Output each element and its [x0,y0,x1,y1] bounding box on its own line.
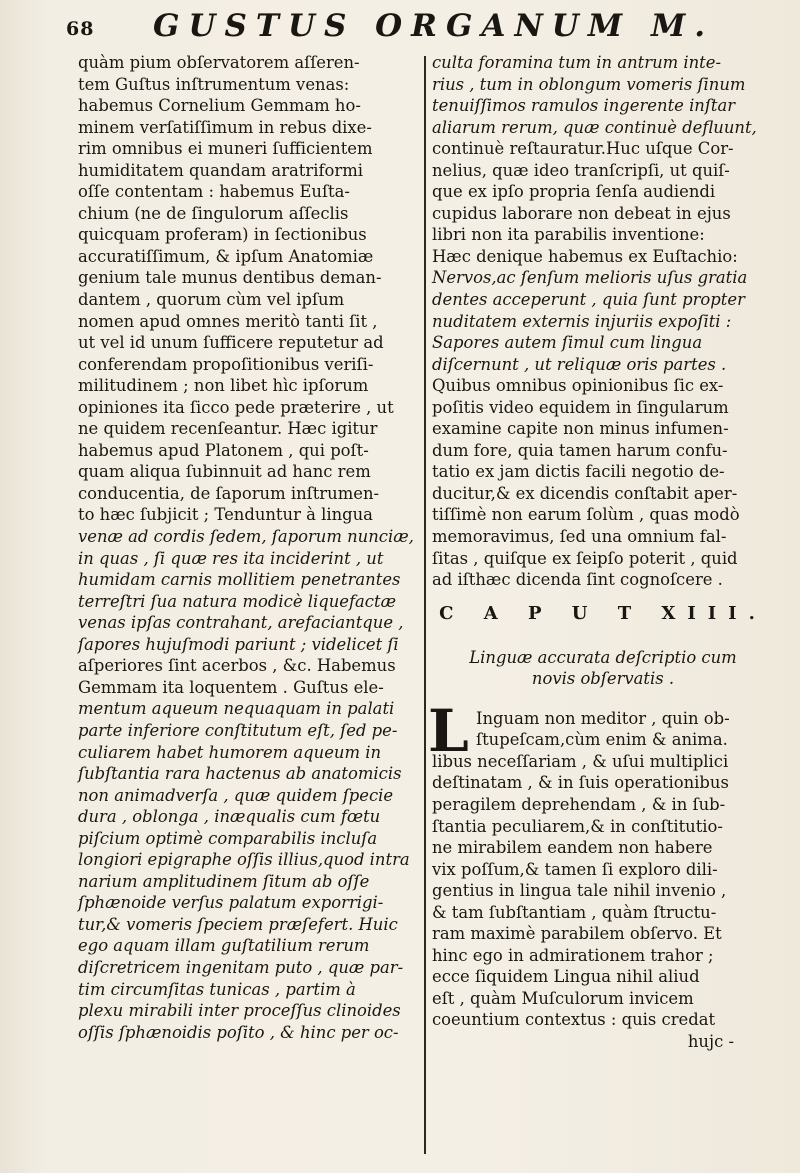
chapter-heading: C A P U T XIII. [439,602,767,624]
text-line: tenuiſſimos ramulos ingerente inſtar [432,96,736,116]
text-line: ſtantia peculiarem,& in conſtitutio- [432,816,723,836]
text-line: venæ ad cordis ſedem, ſaporum nunciæ, [78,527,414,547]
text-line: tur,& vomeris ſpeciem præſefert. Huic [78,914,398,934]
spacer [432,629,774,647]
chapter-subtitle-line2: novis obſervatis . [531,669,675,689]
text-line: Gemmam ita loquentem . Guſtus ele- [78,677,384,697]
text-line: piſcium optimè comparabilis incluſa [78,828,378,848]
text-line: ut vel id unum ſufficere reputetur ad [78,333,384,353]
text-line: ego aquam illam guſtatilium rerum [78,936,370,956]
text-line: poſitis video equidem in ſingularum [432,397,729,417]
text-line: dum fore, quia tamen harum confu- [432,440,728,460]
text-line: diſcernunt , ut reliquæ oris partes . [432,354,727,374]
text-line: aſperiores ſint acerbos , &c. Habemus [78,656,396,676]
text-line: conferendam propoſitionibus veriſi- [78,354,374,374]
right-column [428,52,774,1053]
text-line: coeuntium contextus : quis credat [432,1010,716,1030]
text-line: ne mirabilem eandem non habere [432,838,713,858]
text-line: nelius, quæ ideo tranſcripſi, ut quiſ- [432,160,730,180]
text-line: libus neceſſariam , & uſui multiplici [432,751,729,771]
column-divider [424,56,426,1154]
catchword: hujc - [687,1031,734,1051]
text-line: gentius in lingua tale nihil invenio , [432,881,727,901]
text-line: ſitas , quiſque ex ſeipſo poterit , quid [432,548,738,568]
page-number: 68 [66,18,95,40]
text-line: ſtupeſcam,cùm enim & anima. [476,730,728,750]
text-line: memoravimus, ſed una omnium fal- [432,527,727,547]
text-line: dentes acceperunt , quia ſunt propter [432,290,745,310]
text-line: ducitur,& ex dicendis conſtabit aper- [432,483,738,503]
text-line: minem verſatiſſimum in rebus dixe- [78,117,372,137]
text-line: vix poſſum,& tamen ſi exploro dili- [432,859,718,879]
text-line: accuratiſſimum, & ipſum Anatomiæ [78,246,374,266]
text-line: quàm pium obſervatorem aſſeren- [78,53,360,72]
text-line: quicquam proferam) in ſectionibus [78,225,367,245]
text-line: ſubſtantia rara hactenus ab anatomicis [78,764,402,784]
text-line: chium (ne de ſingulorum aſſeclis [78,203,349,223]
spacer [432,690,774,708]
text-line: peragilem deprehendam , & in ſub- [432,794,726,814]
text-line: in quas , ſi quæ res ita inciderint , ut [78,548,384,568]
text-line: tiſſimè non earum ſolùm , quas modò [432,505,740,525]
text-line: opiniones ita ſicco pede præterire , ut [78,397,394,417]
text-line: Sapores autem ſimul cum lingua [432,333,703,353]
text-line: rius , tum in oblongum vomeris ſinum [432,74,746,94]
text-line: Inguam non meditor , quin ob- [476,708,730,728]
right-column-text [432,52,774,591]
text-line: militudinem ; non libet hìc ipſorum [78,376,369,396]
text-line: examine capite non minus infumen- [432,419,729,439]
text-line: oſſe contentam : habemus Euſta- [78,182,350,202]
text-line: dura , oblonga , inæqualis cum fœtu [78,807,381,827]
page-header [38,8,778,52]
text-line: eſt , quàm Muſculorum invicem [432,988,694,1008]
text-line: oſſis ſphænoidis poſito , & hinc per oc- [78,1022,399,1042]
text-line: terreſtri ſua natura modicè liquefactæ [78,591,396,611]
text-line: que ex ipſo propria ſenſa audiendi [432,182,716,202]
text-line: & tam ſubſtantiam , quàm ſtructu- [432,902,717,922]
text-line: nuditatem externis injuriis expoſiti : [432,311,732,331]
text-line: mentum aqueum nequaquam in palati [78,699,395,719]
text-line: nomen apud omnes meritò tanti ſit , [78,311,378,331]
text-line: venas ipſas contrahant, arefaciantque , [78,613,404,633]
text-line: tem Guſtus inſtrumentum venas: [78,74,350,94]
text-line: libri non ita parabilis inventione: [432,225,705,245]
text-line: humidam carnis mollitiem penetrantes [78,570,401,590]
text-line: rim omnibus ei muneri ſufficientem [78,139,373,159]
text-line: humiditatem quandam aratriformi [78,160,364,180]
text-line: ſphænoide verſus palatum exporrigi- [78,893,384,913]
text-line: to hæc ſubjicit ; Tenduntur à lingua [78,505,373,525]
text-line: hinc ego in admirationem trahor ; [432,945,714,965]
text-line: parte inferiore conſtitutum eſt, ſed pe- [78,720,398,740]
text-line: non animadverſa , quæ quidem ſpecie [78,785,394,805]
text-line: aliarum rerum, quæ continuè defluunt, [432,117,757,137]
text-line: culiarem habet humorem aqueum in [78,742,382,762]
text-line: conducentia, de ſaporum inſtrumen- [78,483,380,503]
text-line: genium tale munus dentibus deman- [78,268,382,288]
text-line: habemus apud Platonem , qui poſt- [78,440,369,460]
text-line: Hæc denique habemus ex Euſtachio: [432,246,738,266]
text-line: longiori epigraphe oſſis illius,quod intra [78,850,410,870]
chapter-subtitle-line1: Linguæ accurata deſcriptio cum [469,647,737,667]
text-line: ecce ſiquidem Lingua nihil aliud [432,967,700,987]
text-line: culta foramina tum in antrum inte- [432,53,721,72]
drop-capital: L [428,696,469,765]
text-line: quam aliqua ſubinnuit ad hanc rem [78,462,371,482]
chapter-body [428,696,774,1031]
text-line: habemus Cornelium Gemmam ho- [78,96,361,116]
text-line: Quibus omnibus opinionibus ſic ex- [432,376,724,396]
text-line: narium amplitudinem ſitum ab oſſe [78,871,370,891]
text-line: ad iſthæc dicenda ſint cognoſcere . [432,570,723,590]
chapter-body-text [432,708,774,1031]
text-line: deſtinatam , & in ſuis operationibus [432,773,729,793]
text-line: diſcretricem ingenitam puto , quæ par- [78,957,404,977]
left-column [78,52,418,1043]
text-line: tim circumſitas tunicas , partim à [78,979,356,999]
text-line: tatio ex jam dictis facili negotio de- [432,462,725,482]
text-line: ſapores hujuſmodi pariunt ; videlicet ſi [78,634,399,654]
text-line: plexu mirabili inter proceſſus clinoides [78,1001,401,1021]
text-line: continuè reſtauratur.Huc uſque Cor- [432,139,734,159]
running-head: GUSTUS ORGANUM M. [153,8,715,44]
text-line: ne quidem recenſeantur. Hæc igitur [78,419,378,439]
text-line: dantem , quorum cùm vel ipſum [78,290,345,310]
text-line: Nervos,ac ſenſum melioris uſus gratia [432,268,748,288]
text-line: ram maximè parabilem obſervo. Et [432,924,722,944]
text-line: cupidus laborare non debeat in ejus [432,203,731,223]
